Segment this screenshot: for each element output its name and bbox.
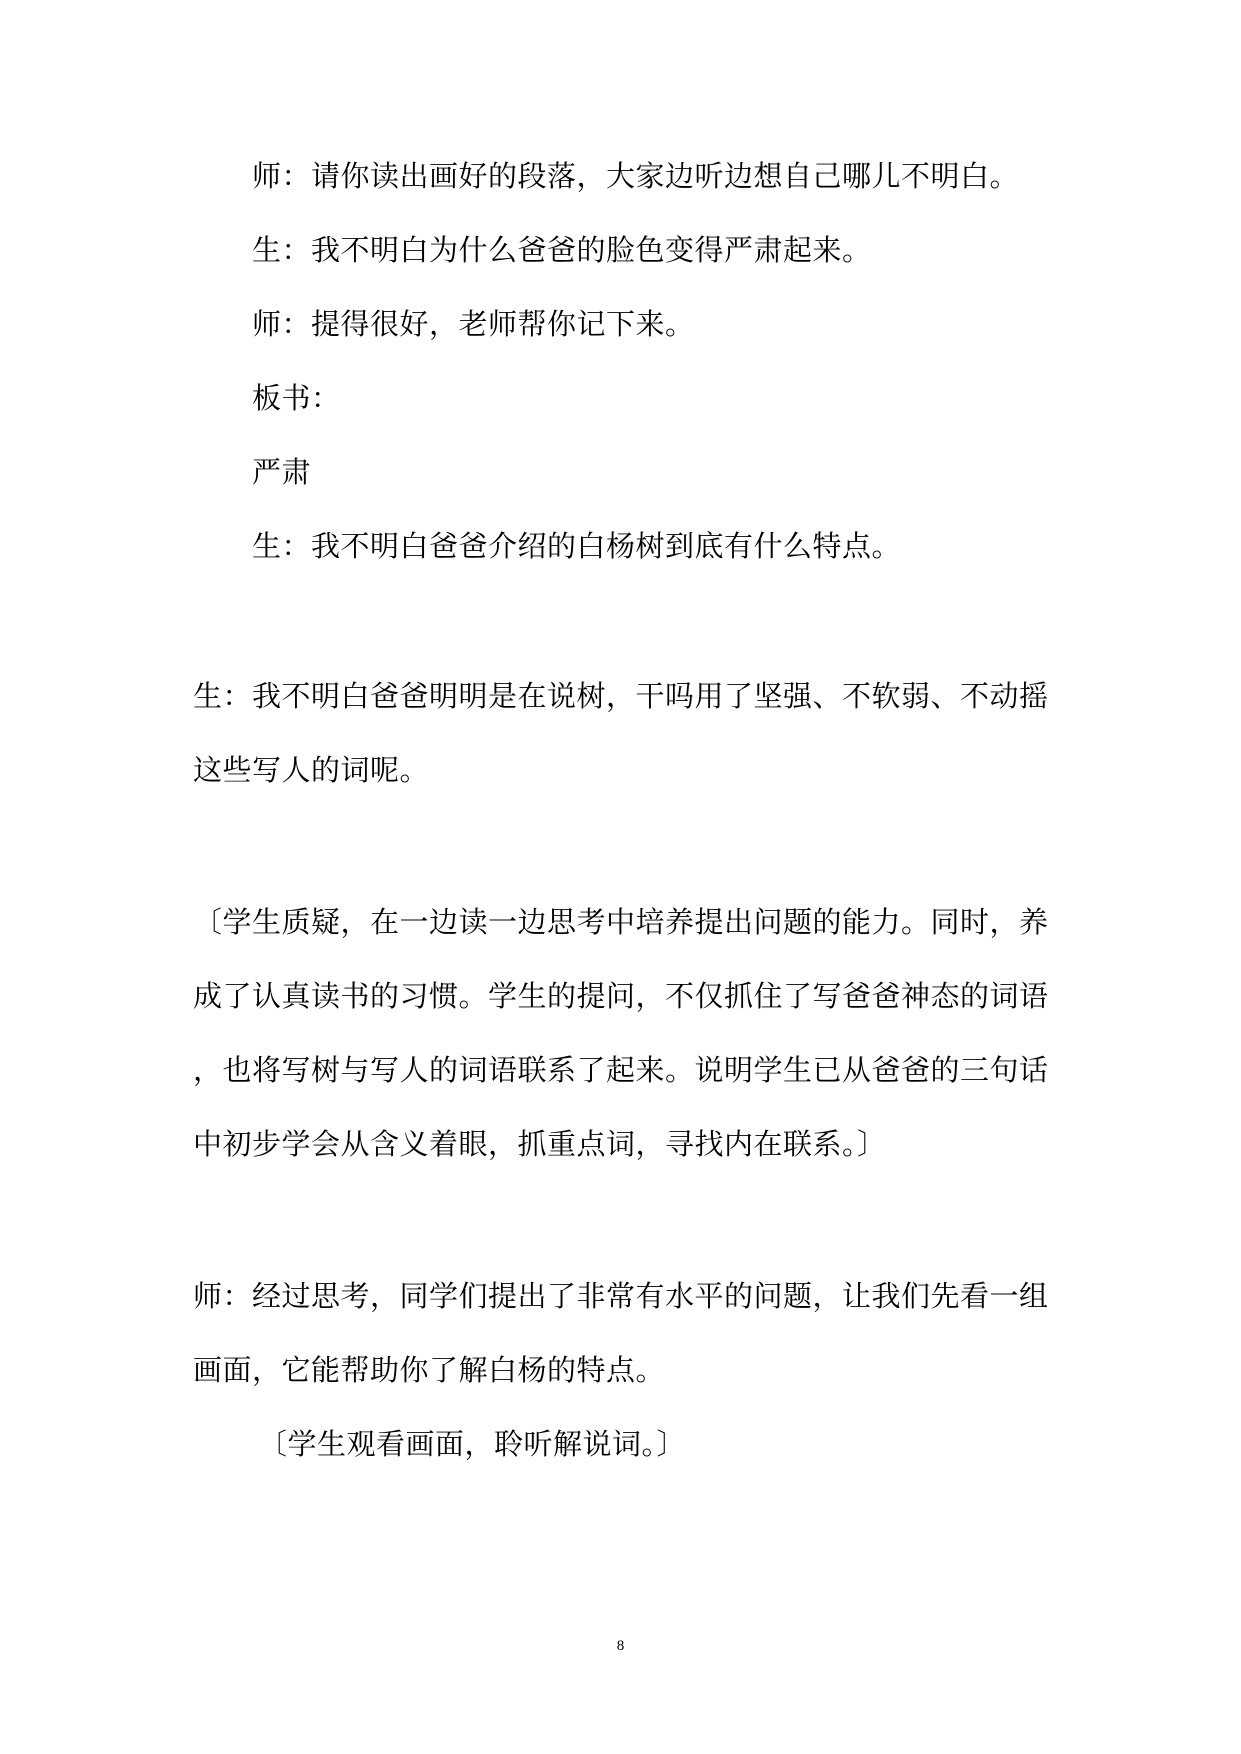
- paragraph-teacher-praise: 师：提得很好，老师帮你记下来。: [252, 307, 695, 341]
- paragraph-commentary-line-4: 中初步学会从含义着眼，抓重点词，寻找内在联系。〕: [193, 1127, 887, 1161]
- paragraph-teacher-summary-line-1: 师：经过思考，同学们提出了非常有水平的问题，让我们先看一组: [193, 1279, 1049, 1313]
- paragraph-commentary-line-1: 〔学生质疑，在一边读一边思考中培养提出问题的能力。同时，养: [193, 905, 1049, 939]
- paragraph-student-question-1: 生：我不明白为什么爸爸的脸色变得严肃起来。: [252, 233, 872, 267]
- paragraph-student-activity-note: 〔学生观看画面，聆听解说词。〕: [258, 1427, 687, 1461]
- paragraph-student-question-2: 生：我不明白爸爸介绍的白杨树到底有什么特点。: [252, 529, 902, 563]
- paragraph-commentary-line-3: ，也将写树与写人的词语联系了起来。说明学生已从爸爸的三句话: [193, 1053, 1049, 1087]
- paragraph-teacher-instruction: 师：请你读出画好的段落，大家边听边想自己哪儿不明白。: [252, 159, 1020, 193]
- paragraph-board-label: 板书：: [252, 381, 341, 415]
- paragraph-board-word: 严肃: [252, 455, 312, 489]
- page-number: 8: [616, 1638, 625, 1654]
- paragraph-student-question-3-line-1: 生：我不明白爸爸明明是在说树，干吗用了坚强、不软弱、不动摇: [193, 679, 1049, 713]
- paragraph-teacher-summary-line-2: 画面，它能帮助你了解白杨的特点。: [193, 1353, 666, 1387]
- paragraph-commentary-line-2: 成了认真读书的习惯。学生的提问，不仅抓住了写爸爸神态的词语: [193, 979, 1049, 1013]
- paragraph-student-question-3-line-2: 这些写人的词呢。: [193, 753, 430, 787]
